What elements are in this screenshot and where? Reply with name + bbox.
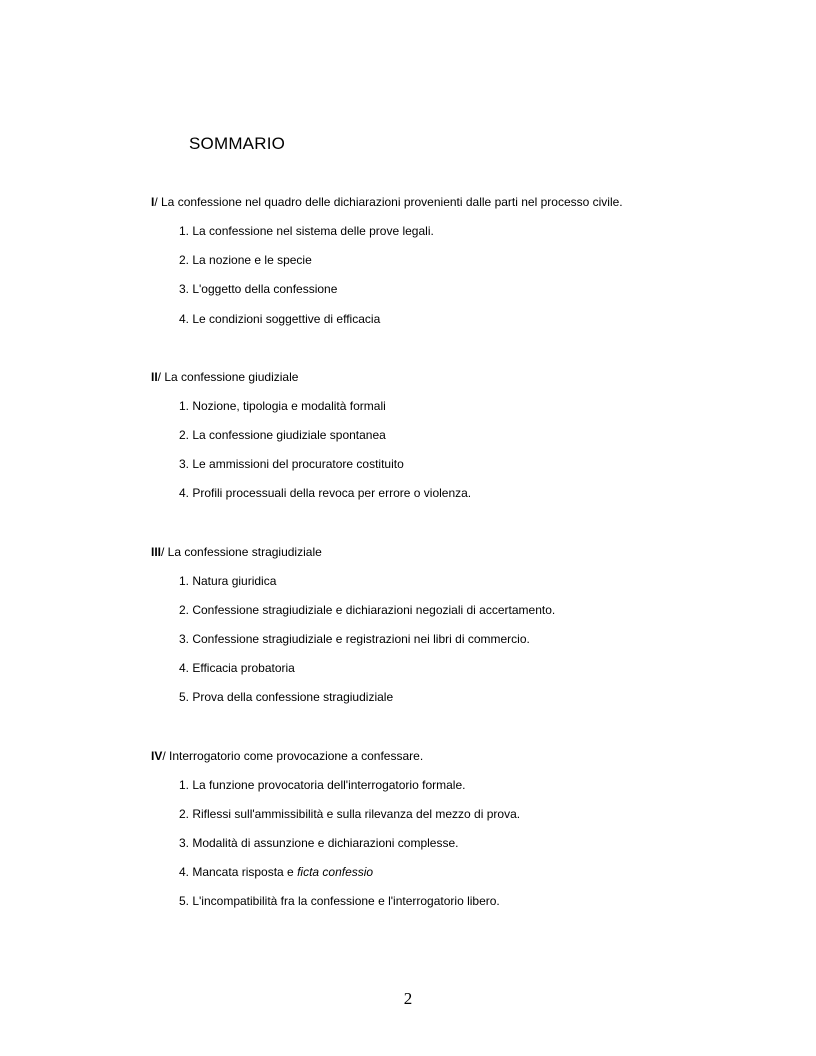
section-1 — [151, 195, 623, 326]
list-item: 4. Efficacia probatoria — [179, 661, 295, 675]
section-title: / La confessione stragiudiziale — [161, 545, 322, 559]
section-title: / La confessione giudiziale — [157, 370, 299, 384]
section-heading — [151, 749, 423, 763]
list-item: 5. Prova della confessione stragiudiziale — [179, 690, 394, 704]
list-item: 5. L'incompatibilità fra la confessione e l'interrogatorio libero. — [179, 894, 500, 908]
list-item-text: 4. Mancata risposta e — [179, 865, 298, 879]
list-item: 2. La confessione giudiziale spontanea — [179, 428, 386, 442]
list-item: 2. Confessione stragiudiziale e dichiarazioni negoziali di accertamento. — [179, 603, 556, 617]
section-number: IV — [151, 749, 163, 763]
section-number: II — [151, 370, 158, 384]
list-item: 2. La nozione e le specie — [179, 253, 312, 267]
section-number: I — [151, 195, 155, 209]
list-item: 3. Modalità di assunzione e dichiarazioni complesse. — [179, 836, 459, 850]
list-item: 4. Profili processuali della revoca per errore o violenza. — [179, 486, 472, 500]
page-title: SOMMARIO — [189, 134, 286, 153]
list-item: 2. Riflessi sull'ammissibilità e sulla rilevanza del mezzo di prova. — [179, 807, 521, 821]
section-heading — [151, 370, 298, 384]
list-item: 3. Confessione stragiudiziale e registrazioni nei libri di commercio. — [179, 632, 530, 646]
list-item — [179, 865, 373, 879]
section-title: / La confessione nel quadro delle dichiarazioni provenienti dalle parti nel processo civile. — [154, 195, 623, 209]
list-item: 4. Le condizioni soggettive di efficacia — [179, 312, 381, 326]
list-item: 1. Nozione, tipologia e modalità formali — [179, 399, 386, 413]
section-2 — [151, 370, 472, 500]
section-heading — [151, 195, 623, 209]
section-4 — [151, 749, 521, 908]
list-item: 1. La funzione provocatoria dell'interrogatorio formale. — [179, 778, 466, 792]
section-number: III — [151, 545, 162, 559]
section-title: / Interrogatorio come provocazione a confessare. — [162, 749, 424, 763]
list-item: 1. La confessione nel sistema delle prove legali. — [179, 224, 434, 238]
list-item: 1. Natura giuridica — [179, 574, 277, 588]
list-item-emphasis: ficta confessio — [297, 865, 374, 879]
section-heading — [151, 545, 322, 559]
page-number: 2 — [403, 989, 413, 1008]
list-item: 3. L'oggetto della confessione — [179, 282, 338, 296]
list-item: 3. Le ammissioni del procuratore costituito — [179, 457, 404, 471]
section-3 — [151, 545, 556, 704]
